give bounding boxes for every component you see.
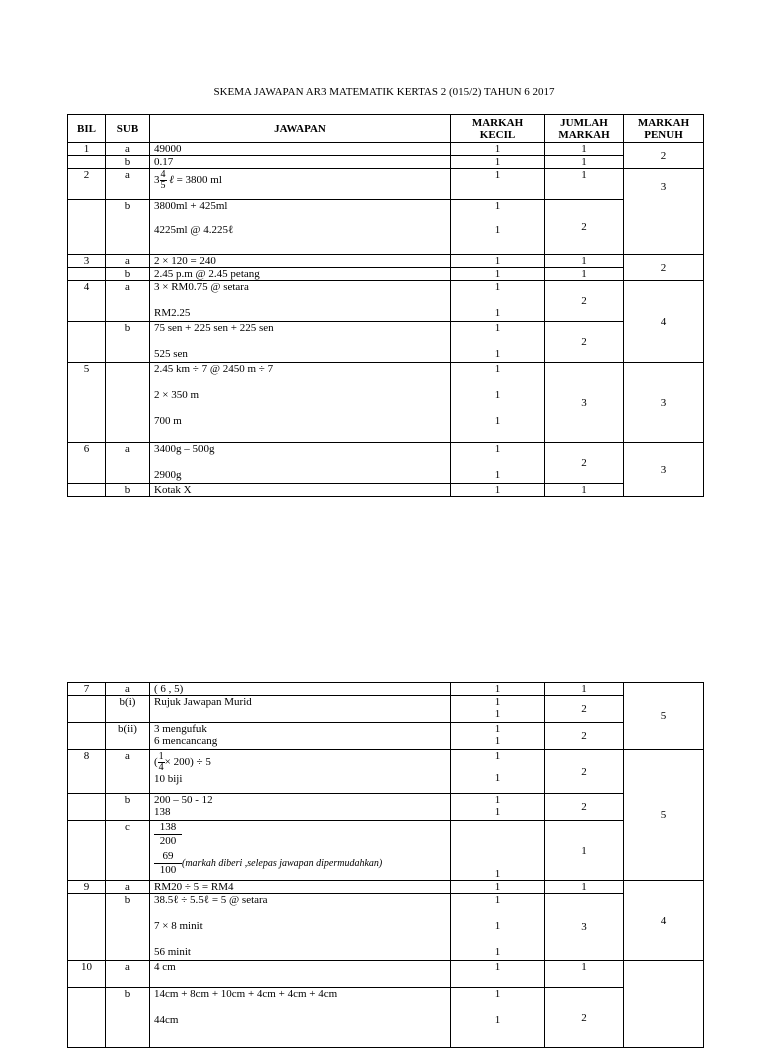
markah-kecil-cell xyxy=(451,443,545,484)
fraction xyxy=(160,170,167,191)
answer-line: 3 × RM0.75 @ setara xyxy=(154,281,249,293)
mark-value: 1 xyxy=(494,708,501,720)
jumlah-markah-cell: 1 xyxy=(545,143,624,156)
table-row xyxy=(68,156,704,169)
sub-cell: b(i) xyxy=(106,696,150,723)
answer-cell xyxy=(150,894,451,961)
markah-kecil-cell: 1 xyxy=(451,255,545,268)
answer-line: 700 m xyxy=(154,415,182,427)
markah-kecil-cell: 1 xyxy=(451,881,545,894)
table-row xyxy=(68,363,704,443)
jumlah-markah-cell: 2 xyxy=(545,443,624,484)
table-row xyxy=(68,988,704,1048)
jumlah-markah-cell: 3 xyxy=(545,363,624,443)
answer-cell: RM20 ÷ 5 = RM4 xyxy=(150,881,451,894)
markah-penuh-cell: 3 xyxy=(624,363,704,443)
marking-note: (markah diberi ,selepas jawapan dipermudahkan) xyxy=(182,857,383,869)
fraction xyxy=(154,850,182,877)
sub-cell: b xyxy=(106,200,150,255)
markah-penuh-cell xyxy=(624,961,704,1048)
table-row xyxy=(68,794,704,821)
answer-line: 200 – 50 - 12 xyxy=(154,794,213,806)
table-row xyxy=(68,750,704,794)
mark-value: 1 xyxy=(494,894,501,906)
jumlah-markah-cell: 2 xyxy=(545,794,624,821)
table-row xyxy=(68,484,704,497)
header-row xyxy=(68,115,704,143)
answer-cell xyxy=(150,281,451,322)
jumlah-markah-cell: 2 xyxy=(545,750,624,794)
table-row xyxy=(68,961,704,988)
answer-cell: Rujuk Jawapan Murid xyxy=(150,696,451,723)
mark-value: 1 xyxy=(494,988,501,1000)
markah-kecil-cell xyxy=(451,988,545,1048)
bil-cell xyxy=(68,156,106,169)
mark-value: 1 xyxy=(494,389,501,401)
mark-value: 1 xyxy=(494,920,501,932)
jumlah-markah-cell: 2 xyxy=(545,988,624,1048)
page-title: SKEMA JAWAPAN AR3 MATEMATIK KERTAS 2 (015/2) TAHUN 6 2017 xyxy=(213,86,555,98)
mark-value: 1 xyxy=(494,1014,501,1026)
markah-kecil-cell: 1 xyxy=(451,961,545,988)
answer-cell: Kotak X xyxy=(150,484,451,497)
mark-value: 1 xyxy=(494,348,501,360)
mark-value: 1 xyxy=(494,469,501,481)
answer-line: 2.45 km ÷ 7 @ 2450 m ÷ 7 xyxy=(154,363,274,375)
jumlah-markah-cell: 1 xyxy=(545,821,624,881)
markah-kecil-cell xyxy=(451,281,545,322)
markah-kecil-cell xyxy=(451,723,545,750)
answer-cell xyxy=(150,794,451,821)
mark-value: 1 xyxy=(494,946,501,958)
sub-cell: a xyxy=(106,143,150,156)
fraction xyxy=(154,821,182,848)
sub-cell: b xyxy=(106,794,150,821)
markah-penuh-cell: 4 xyxy=(624,881,704,961)
answer-cell: 3 $\frac{4}{5}$ ℓ = 3800 ml xyxy=(150,169,451,200)
bil-cell xyxy=(68,268,106,281)
answer-line: 525 sen xyxy=(154,348,188,360)
sub-cell: b xyxy=(106,484,150,497)
sub-cell: a xyxy=(106,750,150,794)
markah-kecil-cell: 1 xyxy=(451,484,545,497)
numerator: 69 xyxy=(154,850,182,864)
bil-cell xyxy=(68,988,106,1048)
answer-line: 138 xyxy=(154,806,171,818)
jumlah-markah-cell: 1 xyxy=(545,881,624,894)
mark-value: 1 xyxy=(494,806,501,818)
bil-cell: 5 xyxy=(68,363,106,443)
answer-line: 6 mencancang xyxy=(154,735,218,747)
fraction xyxy=(158,752,165,773)
markah-penuh-cell: 4 xyxy=(624,281,704,363)
bil-cell: 6 xyxy=(68,443,106,484)
jumlah-markah-cell: 1 xyxy=(545,156,624,169)
answer-cell: 4 cm xyxy=(150,961,451,988)
answer-cell xyxy=(150,988,451,1048)
jumlah-markah-cell: 1 xyxy=(545,683,624,696)
numerator: 138 xyxy=(154,821,182,835)
markah-kecil-cell: 1 xyxy=(451,169,545,200)
mark-value: 1 xyxy=(494,415,501,427)
markah-kecil-cell xyxy=(451,794,545,821)
mark-value: 1 xyxy=(494,696,501,708)
numerator: 4 xyxy=(160,169,166,180)
answer-line: 3400g – 500g xyxy=(154,443,215,455)
answer-line: 44cm xyxy=(154,1014,179,1026)
table-row xyxy=(68,723,704,750)
bil-cell: 1 xyxy=(68,143,106,156)
header-sub: SUB xyxy=(106,115,150,143)
bil-cell xyxy=(68,894,106,961)
table-row xyxy=(68,821,704,881)
sub-cell xyxy=(106,363,150,443)
sub-cell: a xyxy=(106,255,150,268)
mark-value: 1 xyxy=(494,363,501,375)
jumlah-markah-cell: 3 xyxy=(545,894,624,961)
answer-cell xyxy=(150,200,451,255)
mark-value: 1 xyxy=(494,772,501,784)
mark-value: 1 xyxy=(494,443,501,455)
denominator: 4 xyxy=(158,762,164,773)
bil-cell: 4 xyxy=(68,281,106,322)
bil-cell xyxy=(68,794,106,821)
answer-cell xyxy=(150,750,451,794)
answer-rest: × 200) ÷ 5 xyxy=(164,756,211,769)
answer-rest: = 3800 ml xyxy=(173,174,222,187)
header-jumlah-markah: JUMLAH MARKAH xyxy=(545,115,624,143)
answer-cell: ( 6 , 5) xyxy=(150,683,451,696)
jumlah-markah-cell: 1 xyxy=(545,961,624,988)
sub-cell: a xyxy=(106,281,150,322)
answer-line: 2900g xyxy=(154,469,182,481)
header-jawapan: JAWAPAN xyxy=(150,115,451,143)
answer-line: 2 × 350 m xyxy=(154,389,200,401)
denominator: 100 xyxy=(159,864,177,876)
markah-kecil-cell: 1 xyxy=(451,143,545,156)
table-row xyxy=(68,143,704,156)
mark-value: 1 xyxy=(494,735,501,747)
header-markah-penuh: MARKAH PENUH xyxy=(624,115,704,143)
mark-value: 1 xyxy=(494,307,501,319)
bil-cell xyxy=(68,723,106,750)
bil-cell xyxy=(68,200,106,255)
sub-cell: b xyxy=(106,322,150,363)
mark-value: 1 xyxy=(494,224,501,236)
answer-cell: 49000 xyxy=(150,143,451,156)
denominator: 200 xyxy=(159,835,177,847)
sub-cell: b(ii) xyxy=(106,723,150,750)
table-row xyxy=(68,894,704,961)
answer-cell xyxy=(150,322,451,363)
mark-value: 1 xyxy=(494,200,501,212)
answer-table-2 xyxy=(67,682,704,1048)
bil-cell xyxy=(68,821,106,881)
answer-line: 75 sen + 225 sen + 225 sen xyxy=(154,322,274,334)
answer-line: RM2.25 xyxy=(154,307,191,319)
mark-value: 1 xyxy=(494,794,501,806)
markah-penuh-cell: 2 xyxy=(624,255,704,281)
answer-cell: 2 × 120 = 240 xyxy=(150,255,451,268)
markah-kecil-cell xyxy=(451,363,545,443)
bil-cell: 3 xyxy=(68,255,106,268)
numerator: 1 xyxy=(158,751,164,762)
answer-line: 10 biji xyxy=(154,773,183,785)
markah-kecil-cell xyxy=(451,322,545,363)
table-row xyxy=(68,255,704,268)
table-row xyxy=(68,683,704,696)
mark-value: 1 xyxy=(494,750,501,762)
jumlah-markah-cell: 2 xyxy=(545,696,624,723)
markah-kecil-cell: 1 xyxy=(451,821,545,881)
answer-line: 4225ml @ 4.225ℓ xyxy=(154,224,234,236)
header-bil: BIL xyxy=(68,115,106,143)
markah-kecil-cell: 1 xyxy=(451,683,545,696)
bil-cell: 2 xyxy=(68,169,106,200)
table-row xyxy=(68,281,704,322)
jumlah-markah-cell: 2 xyxy=(545,200,624,255)
answer-table-1 xyxy=(67,114,704,497)
answer-cell: 2.45 p.m @ 2.45 petang xyxy=(150,268,451,281)
mark-value: 1 xyxy=(494,723,501,735)
markah-kecil-cell xyxy=(451,200,545,255)
sub-cell: a xyxy=(106,683,150,696)
sub-cell: a xyxy=(106,961,150,988)
table-row xyxy=(68,443,704,484)
bil-cell: 9 xyxy=(68,881,106,894)
sub-cell: c xyxy=(106,821,150,881)
sub-cell: a xyxy=(106,443,150,484)
markah-penuh-cell: 3 xyxy=(624,169,704,255)
bil-cell xyxy=(68,696,106,723)
jumlah-markah-cell: 1 xyxy=(545,169,624,200)
table-row xyxy=(68,696,704,723)
answer-line: 3 mengufuk xyxy=(154,723,207,735)
answer-line: 3800ml + 425ml xyxy=(154,200,228,212)
markah-penuh-cell: 2 xyxy=(624,143,704,169)
sub-cell: b xyxy=(106,268,150,281)
mark-value: 1 xyxy=(494,322,501,334)
bil-cell xyxy=(68,322,106,363)
bil-cell: 8 xyxy=(68,750,106,794)
denominator: 5 xyxy=(160,180,166,191)
sub-cell: b xyxy=(106,156,150,169)
bil-cell xyxy=(68,484,106,497)
table-row xyxy=(68,169,704,200)
markah-kecil-cell xyxy=(451,750,545,794)
answer-cell xyxy=(150,723,451,750)
markah-kecil-cell xyxy=(451,894,545,961)
jumlah-markah-cell: 2 xyxy=(545,281,624,322)
markah-penuh-cell: 5 xyxy=(624,683,704,750)
answer-line: 56 minit xyxy=(154,946,191,958)
sub-cell: b xyxy=(106,894,150,961)
markah-kecil-cell xyxy=(451,696,545,723)
jumlah-markah-cell: 2 xyxy=(545,322,624,363)
whole-number: 3 xyxy=(154,174,160,187)
table-row xyxy=(68,322,704,363)
table-row xyxy=(68,200,704,255)
header-markah-kecil: MARKAH KECIL xyxy=(451,115,545,143)
markah-kecil-cell: 1 xyxy=(451,156,545,169)
answer-line: 38.5ℓ ÷ 5.5ℓ = 5 @ setara xyxy=(154,894,268,906)
answer-cell: 0.17 xyxy=(150,156,451,169)
table-row xyxy=(68,881,704,894)
answer-cell xyxy=(150,363,451,443)
sub-cell: a xyxy=(106,881,150,894)
table-row xyxy=(68,268,704,281)
jumlah-markah-cell: 1 xyxy=(545,255,624,268)
bil-cell: 10 xyxy=(68,961,106,988)
bil-cell: 7 xyxy=(68,683,106,696)
markah-penuh-cell: 3 xyxy=(624,443,704,497)
answer-cell xyxy=(150,443,451,484)
answer-line: 7 × 8 minit xyxy=(154,920,203,932)
mark-value: 1 xyxy=(494,281,501,293)
open-paren: ( xyxy=(154,756,158,769)
markah-penuh-cell: 5 xyxy=(624,750,704,881)
markah-kecil-cell: 1 xyxy=(451,268,545,281)
sub-cell: b xyxy=(106,988,150,1048)
jumlah-markah-cell: 2 xyxy=(545,723,624,750)
answer-cell xyxy=(150,821,451,881)
answer-line: 14cm + 8cm + 10cm + 4cm + 4cm + 4cm xyxy=(154,988,338,1000)
jumlah-markah-cell: 1 xyxy=(545,268,624,281)
sub-cell: a xyxy=(106,169,150,200)
jumlah-markah-cell: 1 xyxy=(545,484,624,497)
